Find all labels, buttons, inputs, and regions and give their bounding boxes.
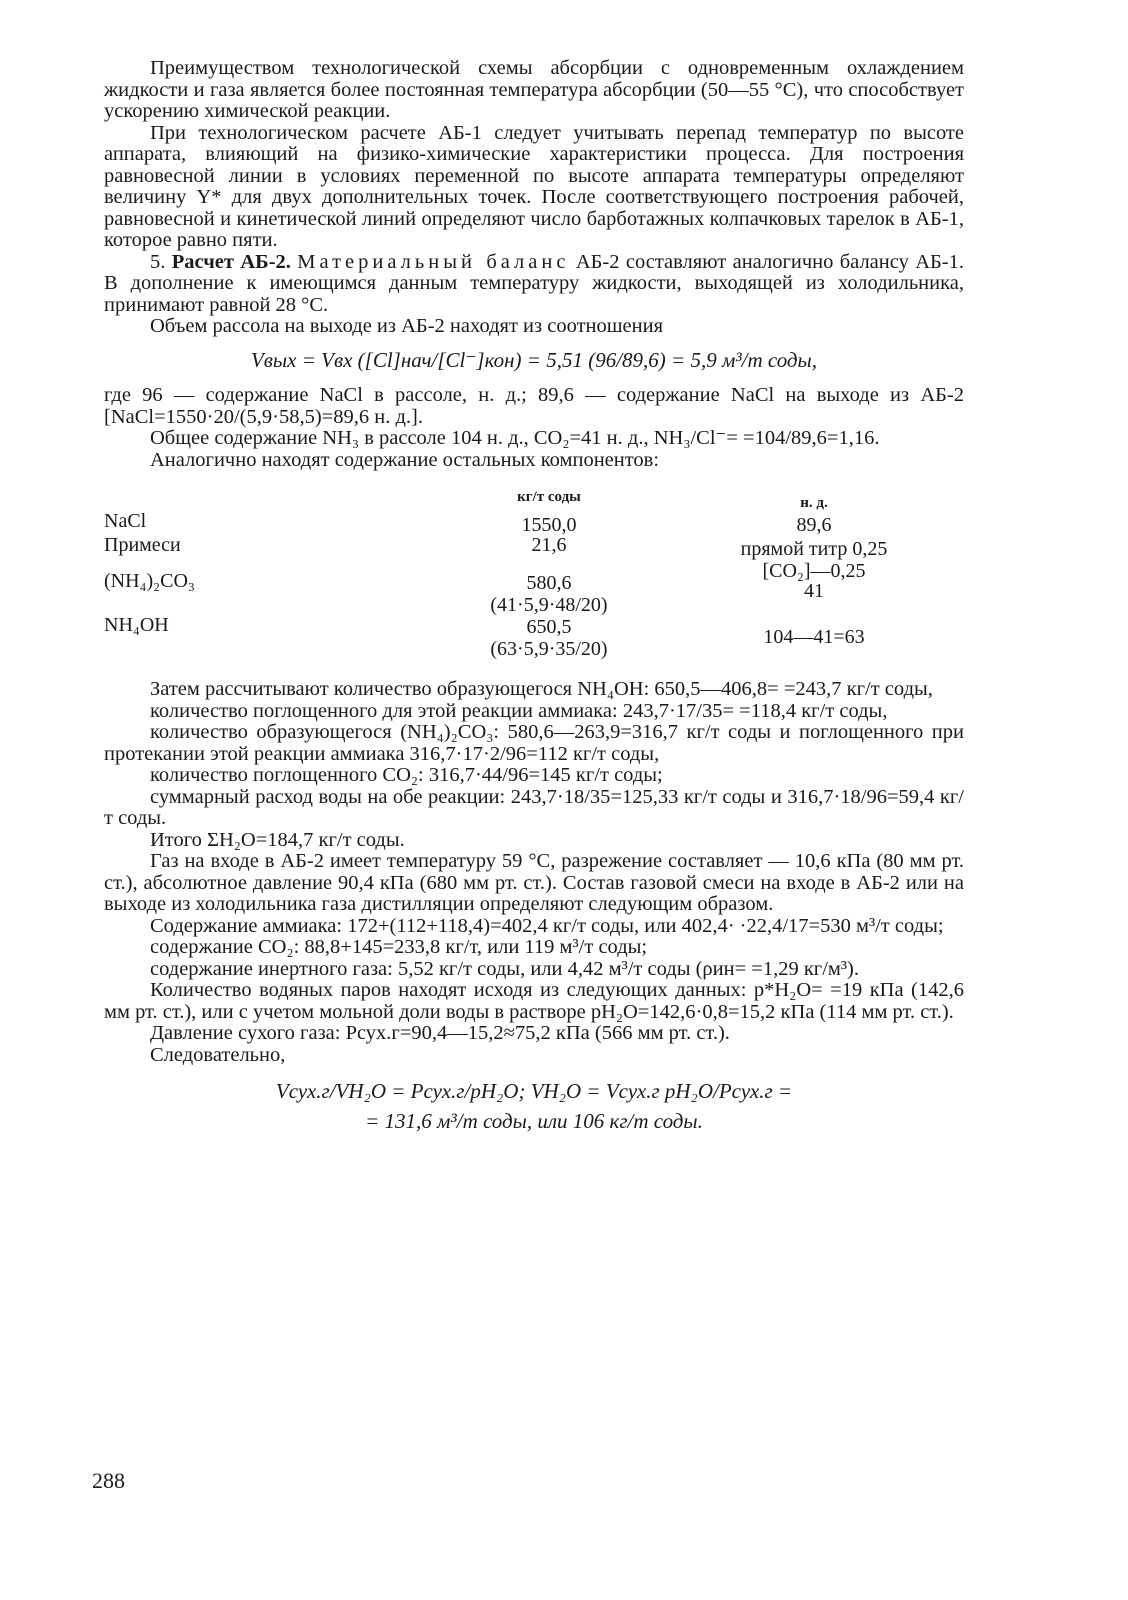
equation-vapor-line1: Vсух.г/VH₂O = Pсух.г/pH₂O; VH₂O = Vсух.г pH₂O/Pсух.г =: [275, 1079, 793, 1103]
paragraph-nh3-content: Общее содержание NH₃ в рассоле 104 н. д., CO₂=41 н. д., NH₃/Cl⁻= =104/89,6=1,16.: [150, 427, 880, 449]
row-name: Примеси: [104, 534, 181, 556]
row-nd: [CO₂]—0,25: [762, 560, 866, 582]
paragraph-co2-content: содержание CO₂: 88,8+145=233,8 кг/т, или 119 м³/т соды;: [150, 936, 648, 958]
row-kg: (63·5,9·35/20): [490, 638, 608, 660]
row-kg: 580,6: [526, 572, 572, 594]
paragraph-other-components: Аналогично находят содержание остальных компонентов:: [150, 448, 660, 471]
paragraph-water-consumption: суммарный расход воды на обе реакции: 243,7·18/35=125,33 кг/т соды и 316,7·18/96=59,4 кг/т соды.: [104, 785, 964, 829]
equation-vapor-line2: = 131,6 м³/т соды, или 106 кг/т соды.: [365, 1109, 703, 1133]
page-number: 288: [92, 1468, 125, 1493]
row-nd: прямой титр 0,25: [740, 538, 888, 560]
row-kg: 1550,0: [521, 514, 577, 536]
row-name: NaCl: [104, 510, 147, 532]
section-number: 5.: [150, 250, 166, 273]
paragraph-dry-gas-pressure: Давление сухого газа: Pсух.г=90,4—15,2≈75,2 кПа (566 мм рт. ст.).: [150, 1022, 730, 1044]
paragraph-brine-volume: Объем рассола на выходе из АБ-2 находят из соотношения: [150, 315, 664, 337]
row-kg: (41·5,9·48/20): [490, 594, 608, 616]
row-kg: 650,5: [526, 616, 572, 638]
table-header-nd: н. д.: [800, 495, 828, 511]
page-body: [104, 58, 964, 1136]
row-nd: 89,6: [796, 514, 832, 536]
row-nd: 104—41=63: [763, 626, 865, 648]
paragraph-therefore: Следовательно,: [150, 1043, 286, 1066]
row-name: (NH₄)₂CO₃: [104, 570, 195, 592]
equation-brine-volume: Vвых = Vвх ([Cl]нач/[Cl⁻]кон) = 5,51 (96/89,6) = 5,9 м³/т соды,: [250, 347, 818, 372]
paragraph-inert-gas: содержание инертного газа: 5,52 кг/т соды, или 4,42 м³/т соды (ρин= =1,29 кг/м³).: [150, 957, 859, 980]
paragraph-ammonia-absorbed: количество поглощенного для этой реакции аммиака: 243,7·17/35= =118,4 кг/т соды,: [150, 699, 888, 722]
paragraph-ab2-section: [104, 252, 964, 317]
paragraph-carbonate-amount: количество образующегося (NH₄)₂CO₃: 580,6—263,9=316,7 кг/т соды и поглощенного при протекании этой реакции аммиака 316,7·17·2/96=112 кг/т соды,: [104, 721, 964, 765]
spaced-term: Материальный баланс: [297, 250, 570, 273]
components-table: [104, 487, 964, 665]
row-name: NH₄OH: [104, 614, 169, 636]
row-kg: 21,6: [531, 534, 567, 556]
paragraph-water-total: Итого ΣH₂O=184,7 кг/т соды.: [150, 828, 405, 851]
paragraph-scheme-advantage: Преимуществом технологической схемы абсорбции с одновременным охлаждением жидкости и газа является более постоянная температура абсорбции (50—55 °С), что способствует ускорению химической реакции.: [104, 57, 964, 122]
paragraph-water-vapor: Количество водяных паров находят исходя из следующих данных: p*H₂O= =19 кПа (142,6 мм рт. ст.), или с учетом мольной доли воды в растворе pH₂O=142,6·0,8=15,2 кПа (114 мм рт. ст.).: [104, 979, 964, 1023]
paragraph-gas-inlet: Газ на входе в АБ-2 имеет температуру 59 °С, разрежение составляет — 10,6 кПа (80 мм рт. ст.), абсолютное давление 90,4 кПа (680 мм рт. ст.). Состав газовой смеси на входе в АБ-2 или на выходе из холодильника газа дистилляции определяют следующим образом.: [104, 850, 964, 915]
paragraph-co2-absorbed: количество поглощенного CO₂: 316,7·44/96=145 кг/т соды;: [150, 764, 663, 786]
paragraph-ab1-calculation: При технологическом расчете АБ-1 следует учитывать перепад температур по высоте аппарата, влияющий на физико-химические характеристики процесса. Для построения равновесной линии в условиях переменной по высоте аппарата температуры определяют величину Y* для двух дополнительных точек. После соответствующего построения рабочей, равновесной и кинетической линий определяют число барботажных колпачковых тарелок в АБ-1, которое равно пяти.: [104, 121, 964, 251]
section-text: АБ-2 составляют аналогично балансу АБ-1. В дополнение к имеющимся данным температуру жидкости, выходящей из холодильника, принимают равной 28 °С.: [104, 250, 964, 316]
table-header-kg: кг/т соды: [517, 489, 581, 505]
paragraph-nacl-content: где 96 — содержание NaCl в рассоле, н. д.; 89,6 — содержание NaCl на выходе из АБ-2 [NaCl=1550·20/(5,9·58,5)=89,6 н. д.].: [104, 384, 964, 428]
paragraph-nh4oh-amount: Затем рассчитывают количество образующегося NH₄OH: 650,5—406,8= =243,7 кг/т соды,: [150, 678, 933, 700]
paragraph-ammonia-content: Содержание аммиака: 172+(112+118,4)=402,4 кг/т соды, или 402,4· ·22,4/17=530 м³/т соды;: [150, 914, 944, 937]
section-heading: Расчет АБ-2.: [171, 250, 291, 273]
row-nd: 41: [804, 580, 824, 602]
